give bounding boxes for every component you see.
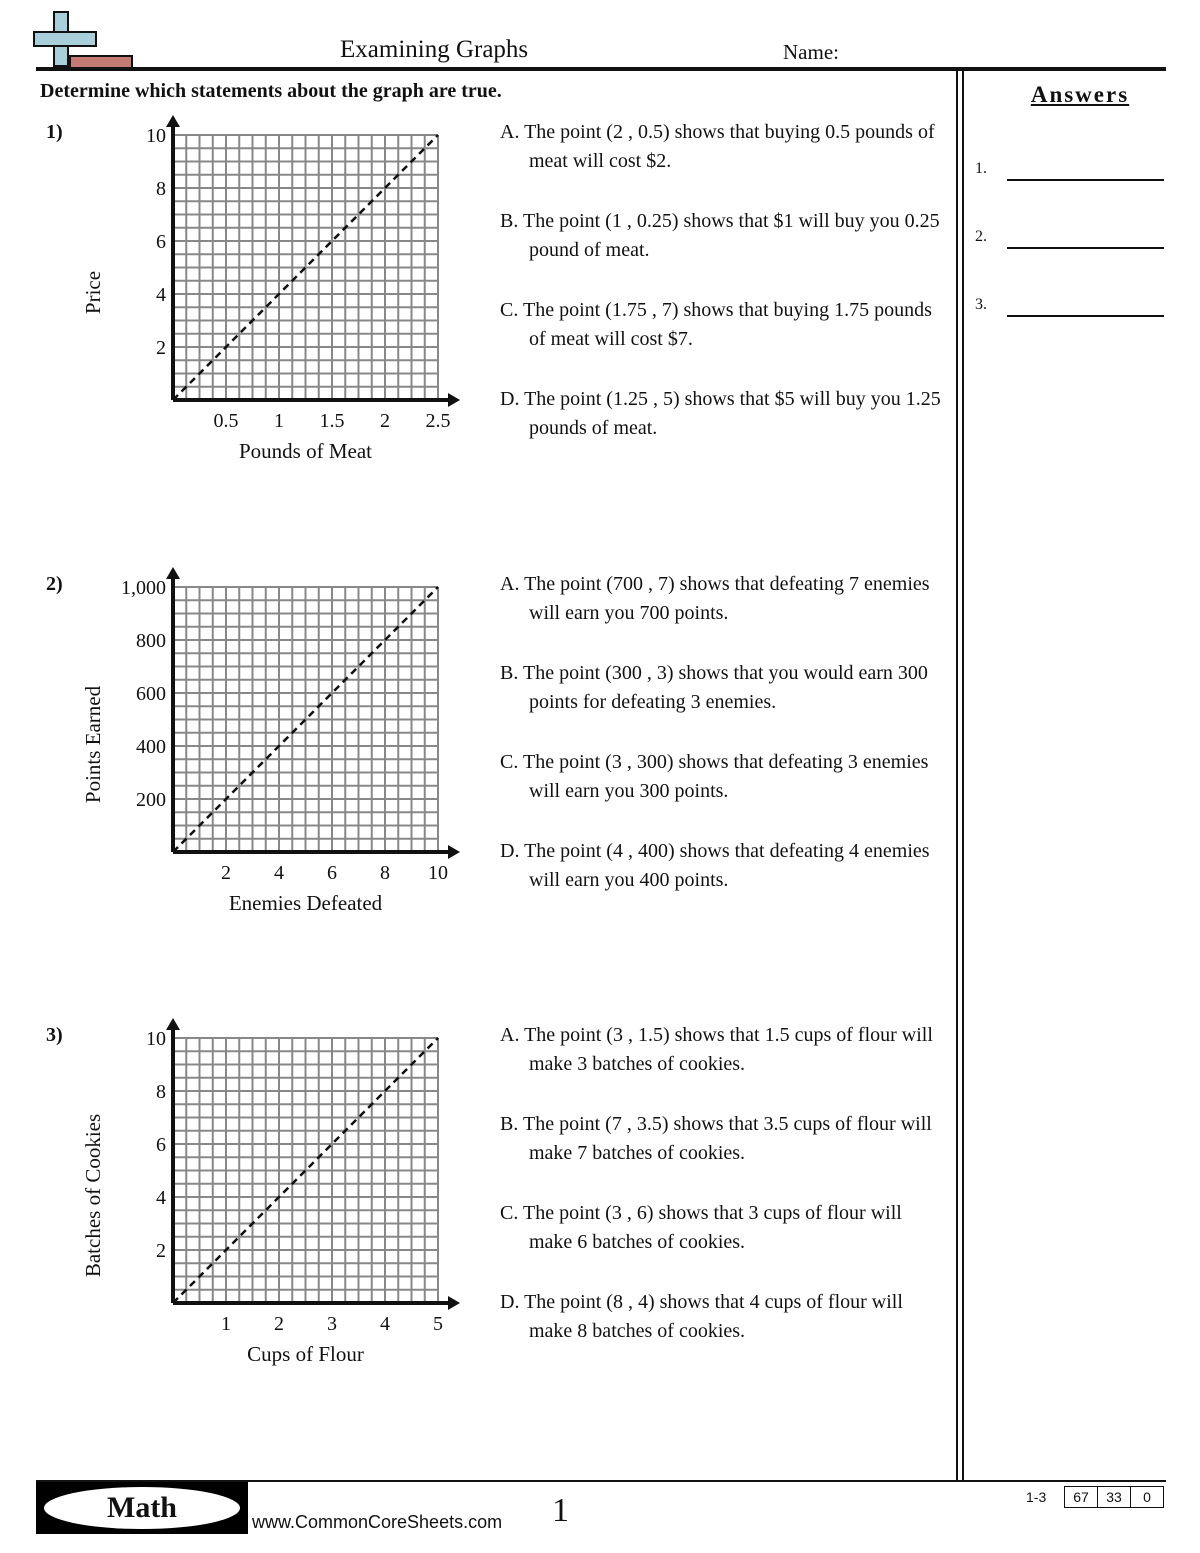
instructions: Determine which statements about the graph are true. [40,80,502,102]
x-tick-label: 6 [327,862,337,884]
x-tick-label: 2 [221,862,231,884]
x-tick-label: 1.5 [319,410,345,432]
y-tick-label: 2 [156,1240,166,1262]
statement-1d: D. The point (1.25 , 5) shows that $5 will buy you 1.25 pounds of meat. [500,388,941,439]
x-axis-arrow [448,845,460,859]
statement-2b: B. The point (300 , 3) shows that you would earn 300 points for defeating 3 enemies. [500,662,928,713]
answer-line-2[interactable] [1007,247,1164,249]
statement-1c: C. The point (1.75 , 7) shows that buying 1.75 pounds of meat will cost $7. [500,299,932,350]
code-box-2: 33 [1097,1486,1131,1508]
statement-2c: C. The point (3 , 300) shows that defeating 3 enemies will earn you 300 points. [500,751,929,802]
name-label: Name: [783,40,839,64]
x-tick-label: 4 [274,862,284,884]
chart-2 [60,562,480,922]
x-tick-label: 10 [428,862,448,884]
answer-line-1[interactable] [1007,179,1164,181]
x-axis-arrow [448,393,460,407]
code-box-1: 67 [1064,1486,1098,1508]
y-tick-label: 400 [136,736,166,758]
y-tick-label: 4 [156,1187,166,1209]
y-tick-label: 10 [146,125,166,147]
x-tick-label: 1 [221,1313,231,1335]
x-tick-label: 3 [327,1313,337,1335]
website-link[interactable]: www.CommonCoreSheets.com [252,1512,503,1532]
x-tick-label: 0.5 [213,410,239,432]
question-2-statements [500,570,950,895]
x-tick-label: 5 [433,1313,443,1335]
y-tick-label: 200 [136,789,166,811]
y-tick-label: 8 [156,1081,166,1103]
x-axis-title: Cups of Flour [247,1342,364,1366]
y-axis-title: Points Earned [81,685,105,804]
answer-label-1: 1. [975,160,987,177]
x-axis-title: Enemies Defeated [228,891,383,915]
y-tick-label: 6 [156,1134,166,1156]
question-number-1: 1) [46,121,63,143]
page-title: Examining Graphs [340,36,529,63]
y-axis-title: Price [81,270,105,315]
answers-title: Answers [1030,82,1130,107]
question-number-2: 2) [46,573,63,595]
y-axis-title: Batches of Cookies [81,1113,105,1278]
y-tick-label: 6 [156,231,166,253]
y-axis-arrow [166,567,180,579]
x-tick-label: 2.5 [425,410,451,432]
x-axis-arrow [448,1296,460,1310]
chart-3 [60,1013,480,1373]
code-label: 1-3 [1026,1489,1047,1505]
x-tick-label: 2 [274,1313,284,1335]
plus-minus-logo [30,10,136,70]
header-rule [36,67,1166,71]
statement-2d: D. The point (4 , 400) shows that defeating 4 enemies will earn you 400 points. [500,840,930,891]
page-number: 1 [552,1492,569,1529]
answer-line-3[interactable] [1007,315,1164,317]
answer-column-divider [956,71,958,1481]
statement-3b: B. The point (7 , 3.5) shows that 3.5 cups of flour will make 7 batches of cookies. [500,1113,932,1164]
answer-label-2: 2. [975,228,987,245]
statement-3d: D. The point (8 , 4) shows that 4 cups of flour will make 8 batches of cookies. [500,1291,903,1342]
statement-3a: A. The point (3 , 1.5) shows that 1.5 cups of flour will make 3 batches of cookies. [500,1024,933,1075]
x-axis-title: Pounds of Meat [239,439,372,463]
question-3-statements [500,1021,950,1346]
question-number-3: 3) [46,1024,63,1046]
y-tick-label: 2 [156,337,166,359]
code-box-3: 0 [1130,1486,1164,1508]
statement-1a: A. The point (2 , 0.5) shows that buying 0.5 pounds of meat will cost $2. [500,121,935,172]
y-tick-label: 1,000 [121,577,166,599]
chart-1 [60,110,480,470]
statement-3c: C. The point (3 , 6) shows that 3 cups of flour will make 6 batches of cookies. [500,1202,902,1253]
y-tick-label: 8 [156,178,166,200]
y-tick-label: 4 [156,284,166,306]
y-axis-arrow [166,1018,180,1030]
y-tick-label: 10 [146,1028,166,1050]
y-tick-label: 600 [136,683,166,705]
subject-label: Math [44,1487,240,1529]
x-tick-label: 1 [274,410,284,432]
statement-2a: A. The point (700 , 7) shows that defeating 7 enemies will earn you 700 points. [500,573,930,624]
question-1-statements [500,118,950,443]
y-axis-arrow [166,115,180,127]
x-tick-label: 4 [380,1313,390,1335]
x-tick-label: 8 [380,862,390,884]
statement-1b: B. The point (1 , 0.25) shows that $1 will buy you 0.25 pound of meat. [500,210,940,261]
answer-label-3: 3. [975,296,987,313]
answer-column-divider-inner [962,71,964,1481]
x-tick-label: 2 [380,410,390,432]
y-tick-label: 800 [136,630,166,652]
